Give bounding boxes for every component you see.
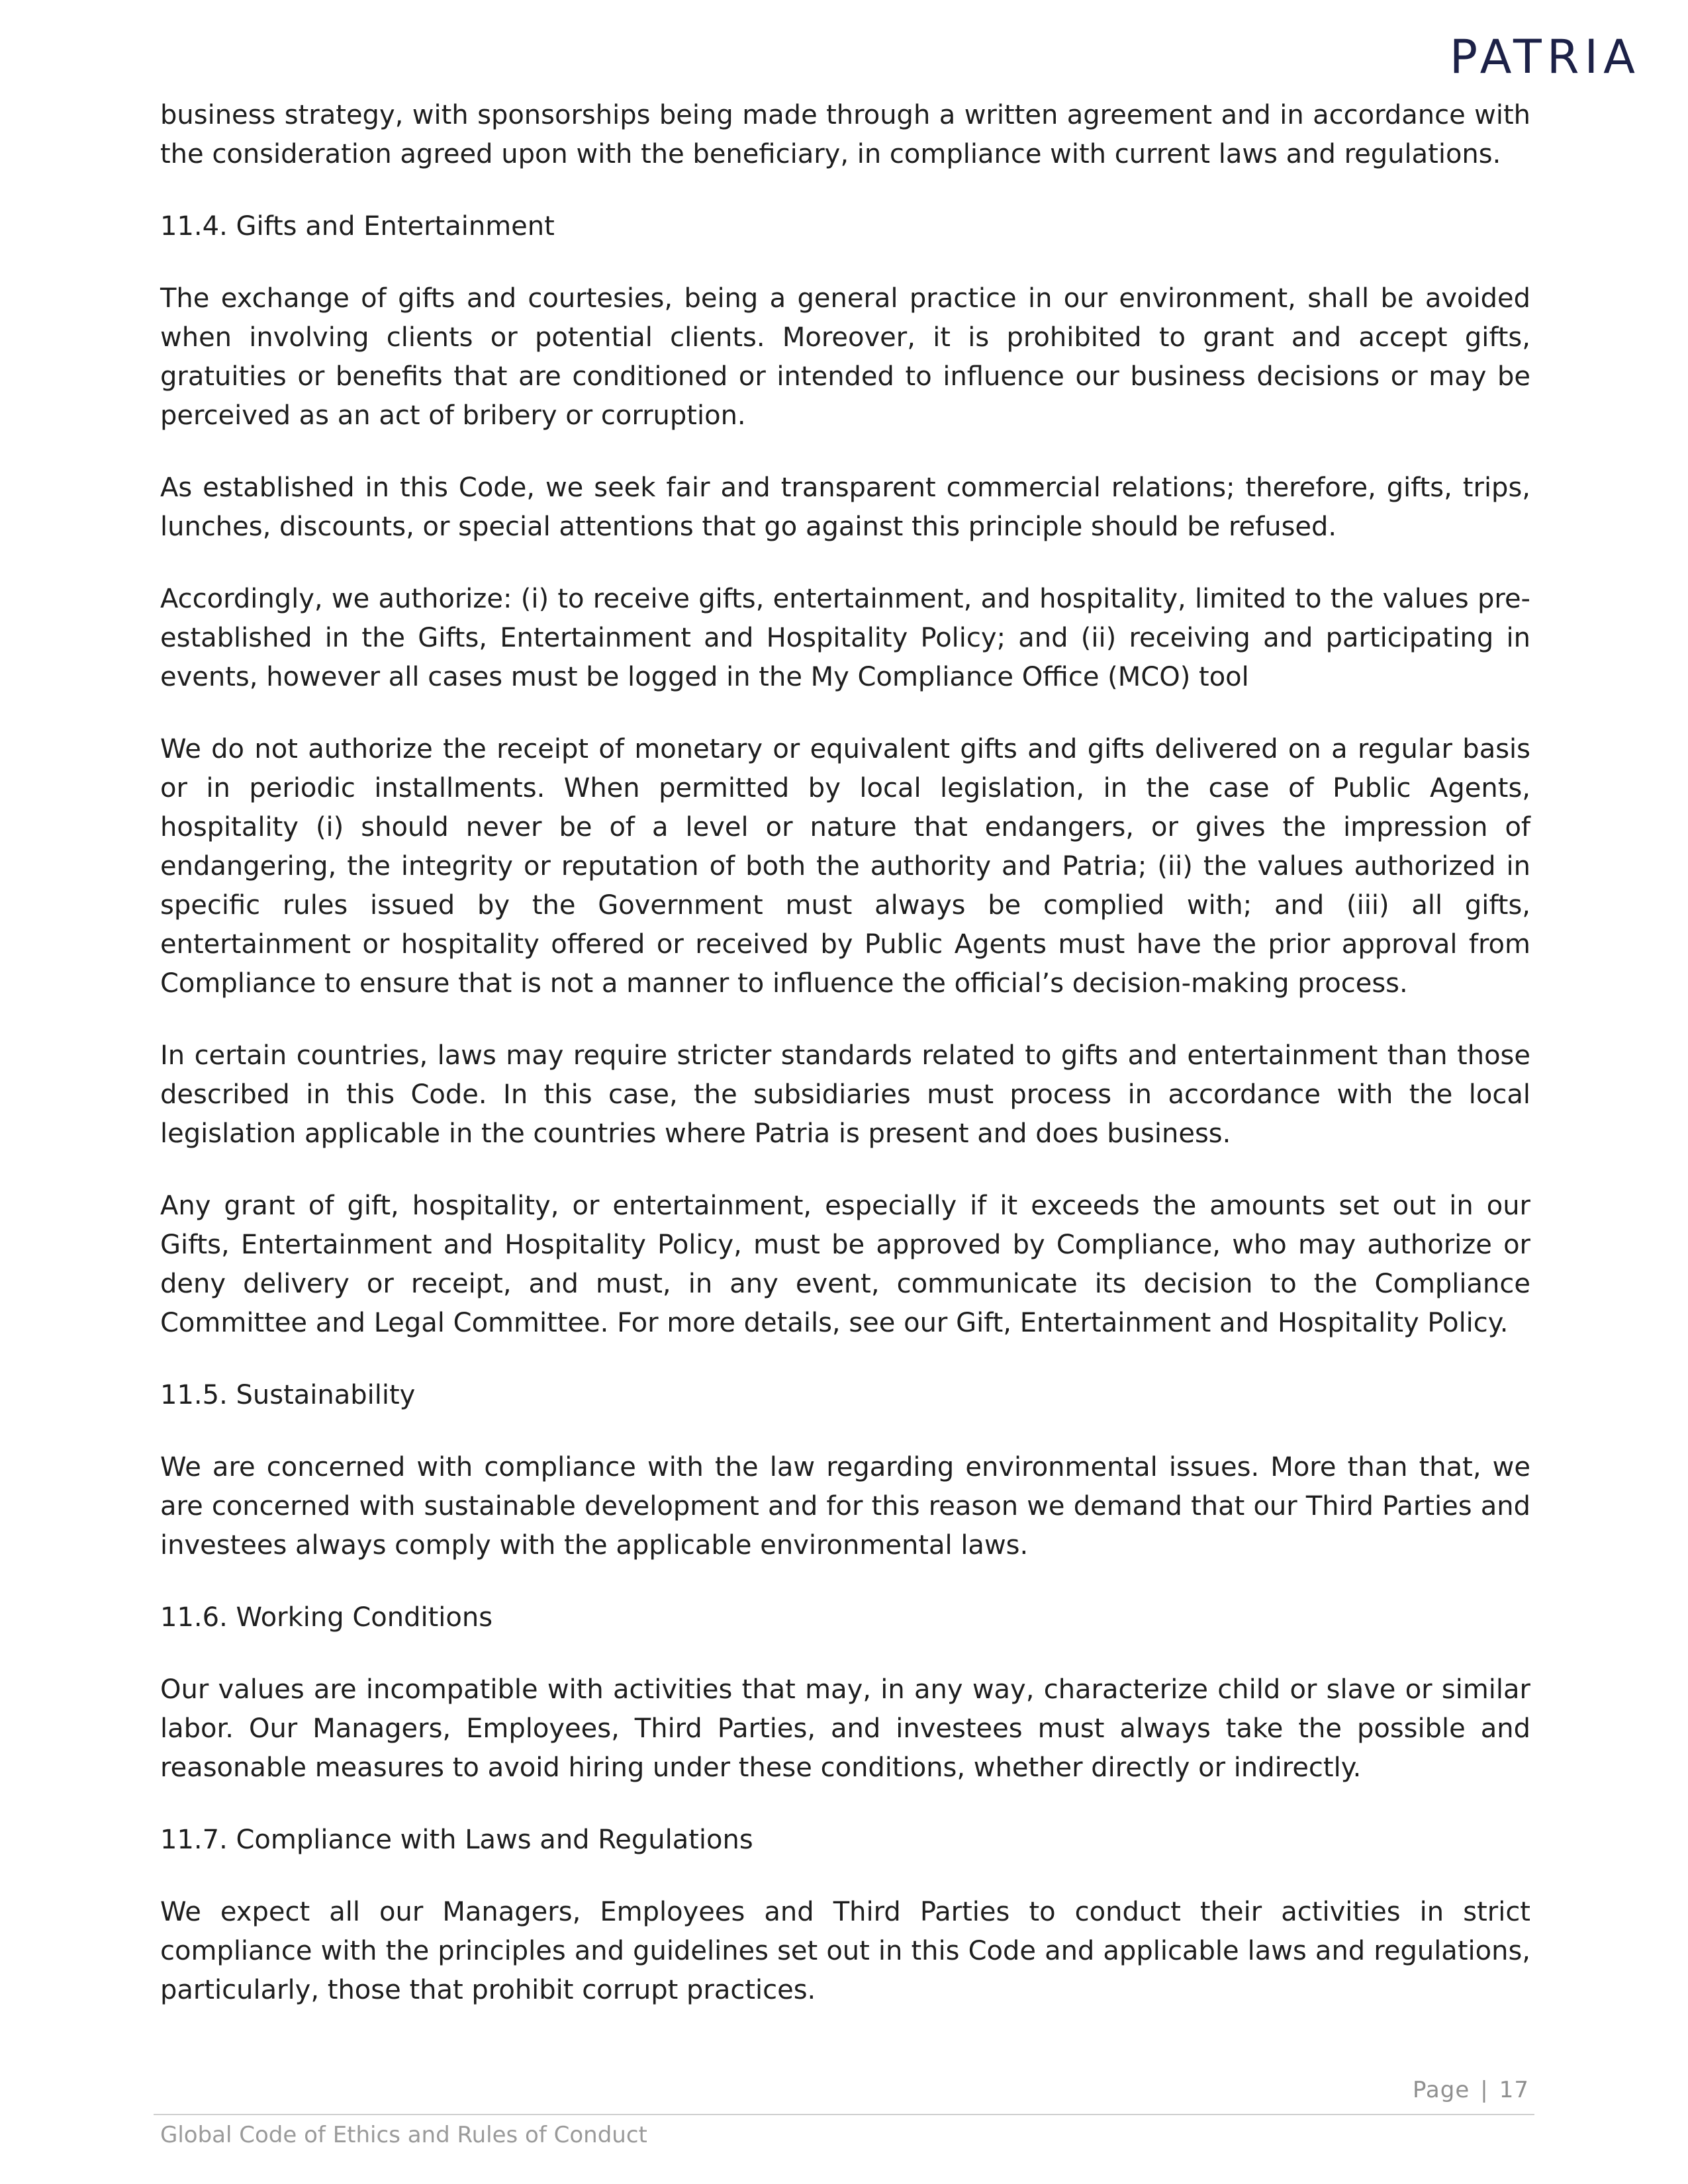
page-separator: | xyxy=(1480,2077,1489,2103)
paragraph-compliance-approval: Any grant of gift, hospitality, or entertainment, especially if it exceeds the amounts set out in our Gifts, Entertainment and Hospitality Policy, must be approved by Compliance, who may authorize or deny delivery or receipt, and must, in any event, communicate its decision to the Compliance Committee and Legal Committee. For more details, see our Gift, Entertainment and Hospitality Policy. xyxy=(160,1191,1530,1338)
paragraph-working-conditions: Our values are incompatible with activities that may, in any way, characterize child or slave or similar labor. Our Managers, Employees, Third Parties, and investees must always take the possible and reasonable measures to avoid hiring under these conditions, whether directly or indirectly. xyxy=(160,1674,1530,1783)
section-heading-laws-regulations: 11.7. Compliance with Laws and Regulations xyxy=(160,1825,753,1855)
page-number-value: 17 xyxy=(1499,2077,1529,2103)
paragraph-laws-regulations: We expect all our Managers, Employees and Third Parties to conduct their activities in strict compliance with the principles and guidelines set out in this Code and applicable laws and regulations, particularly, those that prohibit corrupt practices. xyxy=(160,1897,1530,2005)
logo-text: PATRIA xyxy=(1449,30,1640,81)
paragraph-authorizations: Accordingly, we authorize: (i) to receive gifts, entertainment, and hospitality, limited to the values pre-established in the Gifts, Entertainment and Hospitality Policy; and (ii) receiving and participating in events, however all cases must be logged in the My Compliance Office (MCO) tool xyxy=(160,584,1530,692)
paragraph-sponsorships-continued: business strategy, with sponsorships being made through a written agreement and in accordance with the consideration agreed upon with the beneficiary, in compliance with current laws and regulations. xyxy=(160,100,1530,169)
paragraph-public-agents: We do not authorize the receipt of monetary or equivalent gifts and gifts delivered on a regular basis or in periodic installments. When permitted by local legislation, in the case of Public Agents, hospitality (i) should never be of a level or nature that endangers, or gives the impression of endangering, the integrity or reputation of both the authority and Patria; (ii) the values authorized in specific rules issued by the Government must always be complied with; and (iii) all gifts, entertainment or hospitality offered or received by Public Agents must have the prior approval from Compliance to ensure that is not a manner to influence the official’s decision-making process. xyxy=(160,734,1530,999)
document-body xyxy=(160,96,1530,2043)
paragraph-gifts-exchange: The exchange of gifts and courtesies, being a general practice in our environment, shall be avoided when involving clients or potential clients. Moreover, it is prohibited to grant and accept gifts, gratuities or benefits that are conditioned or intended to influence our business decisions or may be perceived as an act of bribery or corruption. xyxy=(160,283,1530,431)
page-label: Page xyxy=(1412,2077,1470,2103)
footer-divider xyxy=(154,2114,1534,2115)
paragraph-fair-relations: As established in this Code, we seek fair and transparent commercial relations; therefore, gifts, trips, lunches, discounts, or special attentions that go against this principle should be refused. xyxy=(160,473,1530,542)
section-heading-working-conditions: 11.6. Working Conditions xyxy=(160,1602,493,1633)
section-heading-sustainability: 11.5. Sustainability xyxy=(160,1380,416,1410)
page-number xyxy=(1413,2077,1529,2103)
paragraph-sustainability: We are concerned with compliance with the law regarding environmental issues. More than that, we are concerned with sustainable development and for this reason we demand that our Third Parties and investees always comply with the applicable environmental laws. xyxy=(160,1452,1530,1561)
patria-logo xyxy=(1430,28,1642,81)
section-heading-gifts: 11.4. Gifts and Entertainment xyxy=(160,211,555,242)
paragraph-local-laws: In certain countries, laws may require stricter standards related to gifts and entertainment than those described in this Code. In this case, the subsidiaries must process in accordance with the local legislation applicable in the countries where Patria is present and does business. xyxy=(160,1040,1530,1149)
footer-document-title: Global Code of Ethics and Rules of Conduct xyxy=(160,2122,647,2148)
